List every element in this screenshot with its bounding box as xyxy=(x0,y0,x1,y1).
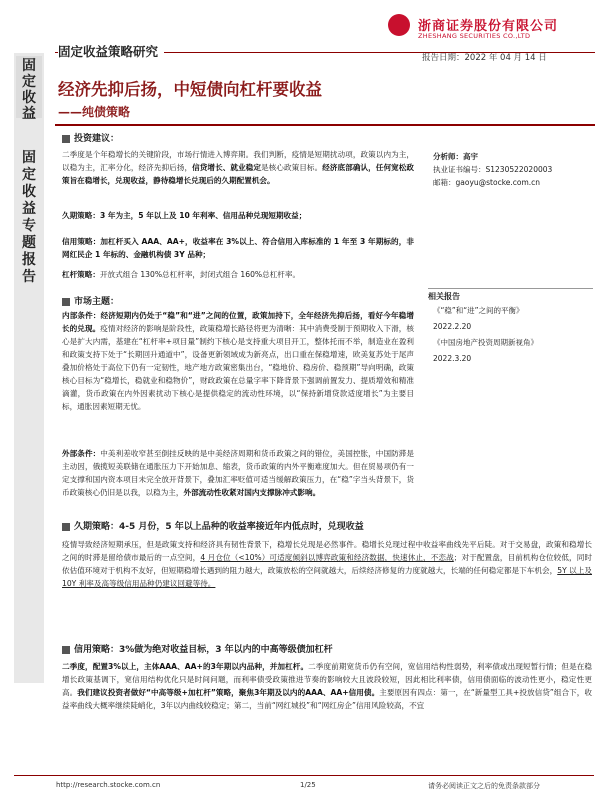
section-square-icon xyxy=(62,646,70,654)
side-tag-long: 固定收益专题报告 xyxy=(22,150,36,285)
section-square-icon xyxy=(62,523,70,531)
related-reports-heading: 相关报告 xyxy=(428,288,593,302)
report-date: 报告日期：2022 年 04 月 14 日 xyxy=(422,53,547,63)
internal-conditions-paragraph: 内部条件：经济短期内仍处于“稳”和“进”之间的位置，政策加持下，全年经济先抑后扬，看好今年稳增长的兑现。疫情对经济的影响是阶段性，政策稳增长路径将更为清晰：其中消费受制于预期收入下滑，核心是扩大内需，基建在“杠杆率+项目量”制约下核心是支持重大项目开工，整体托而不举，制造业在盈利和政策支持下处于“长期回升通道中”，设备更新领域成为新亮点，出口重在保稳增速，欧美复苏处于尾声叠加价格处于高位下仍有一定韧性，地产地方政策密集出台，“稳地价、稳房价、稳预期”导向明确，政策核心目标为“稳增长，稳就业和稳物价”，财政政策在总量字率下降背景下强调前置发力、提质增效和精准滴灌，货币政策在内外因素扰动下核心是提供稳定的流动性环境，以“保持新增贷款适度增长”为主要目标，通胀因素短期无忧。 xyxy=(62,311,415,411)
footer-disclaimer: 请务必阅读正文之后的免责条款部分 xyxy=(428,782,540,790)
invest-heading: 投资建议： xyxy=(62,131,119,144)
main-title: 经济先抑后扬，中短债向杠杆要收益 xyxy=(58,80,322,99)
related-report-title[interactable]: 《“稳”和“进”之间的平衡》 xyxy=(433,306,524,315)
company-logo-icon xyxy=(388,14,410,36)
sub-title: ——纯债策略 xyxy=(58,105,131,119)
related-report-title[interactable]: 《中国房地产投资周期新视角》 xyxy=(433,338,538,347)
page-number: 1/25 xyxy=(300,781,316,789)
leverage-strategy: 杠杆策略：开放式组合 130%总杠杆率，封闭式组合 160%总杠杆率。 xyxy=(62,270,301,279)
section-square-icon xyxy=(62,135,70,143)
footer-rule xyxy=(14,775,594,776)
credit-strategy: 信用策略：加杠杆买入 AAA、AA+，收益率在 3%以上、符合信用入库标准的 1 年至 3 年期标的，非网红民企 1 年标的、金融机构债 3Y 品种； xyxy=(62,237,414,259)
analyst-cert: 执业证书编号：S1230522020003 xyxy=(433,165,553,174)
company-name-en: ZHESHANG SECURITIES CO.,LTD xyxy=(418,32,531,40)
title-rule xyxy=(55,124,595,126)
footer-url[interactable]: http://research.stocke.com.cn xyxy=(56,781,161,789)
left-band xyxy=(14,53,44,683)
market-heading: 市场主题： xyxy=(62,294,119,307)
credit-section-heading: 信用策略：3%做为绝对收益目标，3 年以内的中高等级债加杠杆 xyxy=(62,642,592,655)
analyst-email[interactable]: 邮箱：gaoyu@stocke.com.cn xyxy=(433,178,541,187)
related-report-date: 2022.2.20 xyxy=(433,322,472,331)
duration-strategy: 久期策略：3 年为主，5 年以上及 10 年利率、信用品种兑现短期收益； xyxy=(62,211,307,220)
analyst-name: 分析师：高宇 xyxy=(433,152,478,161)
related-report-date: 2022.3.20 xyxy=(433,354,472,363)
doc-type: 固定收益策略研究 xyxy=(58,45,164,59)
credit-paragraph: 二季度，配置3%以上，主体AAA、AA+的3年期以内品种，并加杠杆。二季度前期宽货币仍有空间，宽信用结构性弱势，利率债或出现短暂行情；但是在稳增长政策基调下，宽信用结构优化只是时间问题，而利率债受政策推进节奏的影响较大且波段较短，因此相比利率债，信用债面临的波动性更小，稳定性更高。我们建议投资者做好“中高等级+加杠杆”策略，聚焦3年期及以内的AAA、AA+信用债。主要原因有四点：第一，在“新量型工具+投放信贷”组合下，收益率曲线大概率继续陡峭化，3年以内曲线较稳定；第二，当前“网红城投”和“网红房企”信用风险较高，不宜 xyxy=(62,662,592,710)
duration-section-heading: 久期策略：4-5 月份，5 年以上品种的收益率接近年内低点时，兑现收益 xyxy=(62,519,592,532)
company-name-cn: 浙商证券股份有限公司 xyxy=(418,19,559,34)
external-conditions-paragraph: 外部条件：中美利差收窄甚至倒挂反映的是中美经济周期和货币政策之间的错位，美国控胀，中国防滞是主动因，俄揽短美联储在通胀压力下开始加息、缩表，货币政策的内外平衡难度加大。但在贸易项仍有一定支撑和国内资本项目未完全放开背景下，叠加汇率贬值可适当缓解政策压力，在“稳”字当头背景下，货币政策核心仍旧是以我，以稳为主，外部流动性收紧对国内支撑脉冲式影响。 xyxy=(62,449,415,497)
invest-paragraph: 二季度是个年稳增长的关键阶段，市场行情进入博弈期。我们判断，疫情是短期扰动项，政策以内为主，以稳为主，汇率分化，经济先抑后扬，信贷增长、就业稳定是核心政策目标。经济底部确认，任何宽松政策旨在稳增长，兑现收益，静待稳增长兑现后的久期配置机会。 xyxy=(62,150,415,185)
side-tag-short: 固定收益 xyxy=(16,56,42,118)
duration-paragraph: 疫情导致经济短期承压，但是政策支持和经济具有韧性背景下，稳增长兑现是必然事件。稳增长兑现过程中收益率曲线先平后陡。对于交易盘，政策和稳增长之间的时滞是留给债市最后的一点空间，4 月仓位（<10%）可适度倾斜以博弈政策和经济数据，快速休止，不恋战；对于配置盘，目前机构仓位较低，同时依估值环境对于机构不友好，但短期稳增长遇到的阻力越大，政策放松的空间就越大，后续经济修复的力度就越大，长端的任何稳定都是下车机会，5Y 以上及 10Y 利率及高等级信用品种仍建议回避等待。 xyxy=(62,540,593,588)
section-square-icon xyxy=(62,298,70,306)
